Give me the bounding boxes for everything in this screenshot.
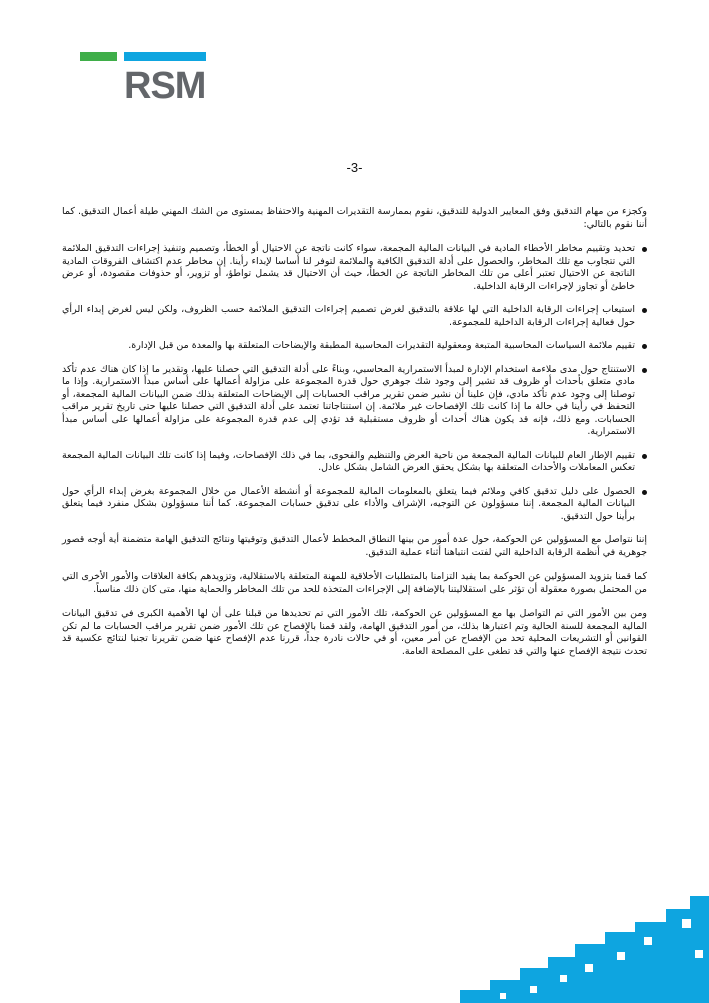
list-item-text: الحصول على دليل تدقيق كافي وملائم فيما يتعلق بالمعلومات المالية للمجموعة أو أنشطة الأعمال من خلال المجموعة بغرض إبداء الرأي حول البيانات المالية المجمعة. إننا مسؤولون عن التوجيه، الإشراف والأداء على تدقيق حسابات المجموعة. كما أننا مسؤولون بشكل منفرد فيما يتعلق برأينا حول التدقيق.	[62, 485, 635, 522]
decoration-light-squares	[500, 919, 703, 999]
list-item-text: تحديد وتقييم مخاطر الأخطاء المادية في البيانات المالية المجمعة، سواء كانت ناتجة عن الاحتيال أو الخطأ، وتصميم وتنفيذ إجراءات التدقيق الملائمة التي تتجاوب مع تلك المخاطر، والحصول على أدلة التدقيق الكافية والملائمة لتوفر لنا أساسا لإبداء رأينا. إن مخاطر عدم اكتشاف الفروقات المادية الناتجة عن الاحتيال تعتبر أعلى من تلك المخاطر الناتجة عن الخطأ، حيث أن الاحتيال قد يشمل تواطؤ، أو تزوير، أو حذوفات مقصودة، أو عرض خاطئ أو تجاوز لإجراءات الرقابة الداخلية.	[62, 243, 635, 292]
list-item	[62, 450, 647, 475]
intro-paragraph: وكجزء من مهام التدقيق وفق المعايير الدولية للتدقيق، نقوم بممارسة التقديرات المهنية والاحتفاظ بمستوى من الشك المهني طيلة أعمال التدقيق. كما أننا نقوم بالتالي:	[62, 206, 647, 230]
list-item-text: تقييم ملائمة السياسات المحاسبية المتبعة ومعقولية التقديرات المحاسبية المطبقة والإيضاحات المتعلقة بها والمعدة من قبل الإدارة.	[128, 340, 635, 351]
logo-wordmark: RSM	[124, 65, 206, 107]
key-matters-paragraph: ومن بين الأمور التي تم التواصل بها مع المسؤولين عن الحوكمة، تلك الأمور التي تم تحديدها من قبلنا على أن لها الأهمية الكبرى في تدقيق البيانات المالية المجمعة للسنة الحالية وتم اعتبارها بذلك، من أمور التدقيق الهامة، ولقد قمنا بالإفصاح عن تلك الأمور ضمن تقرير مراقب الحسابات ما لم تكن القوانين أو التشريعات المحلية تحد من الإفصاح عن أمر معين، أو في حالات نادرة جداً، قررنا عدم الإفصاح عنها ضمن تقريرنا تجنبا لنتائج عكسية قد تحدث نتيجة الإفصاح عنها والتي قد تطغى على المصلحة العامة.	[62, 608, 647, 657]
bullet-icon	[642, 247, 647, 252]
bullet-icon	[642, 490, 647, 495]
decoration-blue-blocks	[460, 896, 709, 1003]
governance-paragraph: إننا نتواصل مع المسؤولين عن الحوكمة، حول عدة أمور من بينها النطاق المخطط لأعمال التدقيق وتوقيتها ونتائج التدقيق الهامة متضمنة أية أوجه قصور جوهرية في أنظمة الرقابة الداخلية التي لفتت انتباهنا أثناء عملية التدقيق.	[62, 534, 647, 558]
report-body	[62, 206, 647, 670]
list-item	[62, 340, 647, 353]
list-item	[62, 304, 647, 329]
list-item-text: تقييم الإطار العام للبيانات المالية المجمعة من ناحية العرض والتنظيم والفحوى، بما في ذلك الإفصاحات، وفيما إذا كانت تلك البيانات المالية المجمعة تعكس المعاملات والأحداث المتعلقة بها بشكل يحقق العرض الشامل بشكل عادل.	[62, 449, 635, 473]
logo-green-bar	[80, 52, 117, 61]
page-number: -3-	[346, 160, 363, 175]
audit-procedures-list	[62, 243, 647, 523]
bullet-icon	[642, 368, 647, 373]
rsm-logo	[80, 52, 210, 108]
list-item-text: استيعاب إجراءات الرقابة الداخلية التي لها علاقة بالتدقيق لغرض تصميم إجراءات التدقيق الملائمة حسب الظروف، ولكن ليس لغرض إبداء الرأي حول فعالية إجراءات الرقابة الداخلية للمجموعة.	[62, 304, 635, 328]
bullet-icon	[642, 344, 647, 349]
logo-blue-bar	[124, 52, 206, 61]
list-item	[62, 243, 647, 293]
list-item	[62, 364, 647, 439]
independence-paragraph: كما قمنا بتزويد المسؤولين عن الحوكمة بما يفيد التزامنا بالمتطلبات الأخلاقية للمهنة المتعلقة بالاستقلالية، وتزويدهم بكافة العلاقات والأمور الأخرى التي من المحتمل بصورة معقولة أن تؤثر على استقلاليتنا بالإضافة إلى الإجراءات المتخذة للحد من تلك المخاطر والحماية منها، متى كان ذلك مناسباً.	[62, 571, 647, 595]
list-item	[62, 486, 647, 524]
list-item-text: الاستنتاج حول مدى ملاءمة استخدام الإدارة لمبدأ الاستمرارية المحاسبي، وبناءً على أدلة التدقيق التي حصلنا عليها، وتقدير ما إذا كان هناك عدم تأكد مادي متعلق بأحداث أو ظروف قد تشير إلى وجود شك جوهري حول قدرة المجموعة على مزاولة أعمالها على أساس مبدأ الاستمرارية. وإذا ما توصلنا إلى وجود عدم تأكد مادي، فإن علينا أن نشير ضمن تقرير مراقب الحسابات إلى الإيضاحات المتعلقة بذلك ضمن البيانات المالية المجمعة، أو التحفظ في رأينا في حالة ما إذا كانت تلك الإفصاحات غير ملائمة. إن استنتاجاتنا تعتمد على أدلة التدقيق التي حصلنا عليها حتى تاريخ تقرير مراقب الحسابات. ومع ذلك، فإنه قد يكون هناك أحداث أو ظروف مستقبلية قد تؤدي إلى عدم قدرة المجموعة على مزاولة أعمالها على أساس مبدأ الاستمرارية.	[62, 363, 635, 437]
bullet-icon	[642, 454, 647, 459]
bullet-icon	[642, 308, 647, 313]
